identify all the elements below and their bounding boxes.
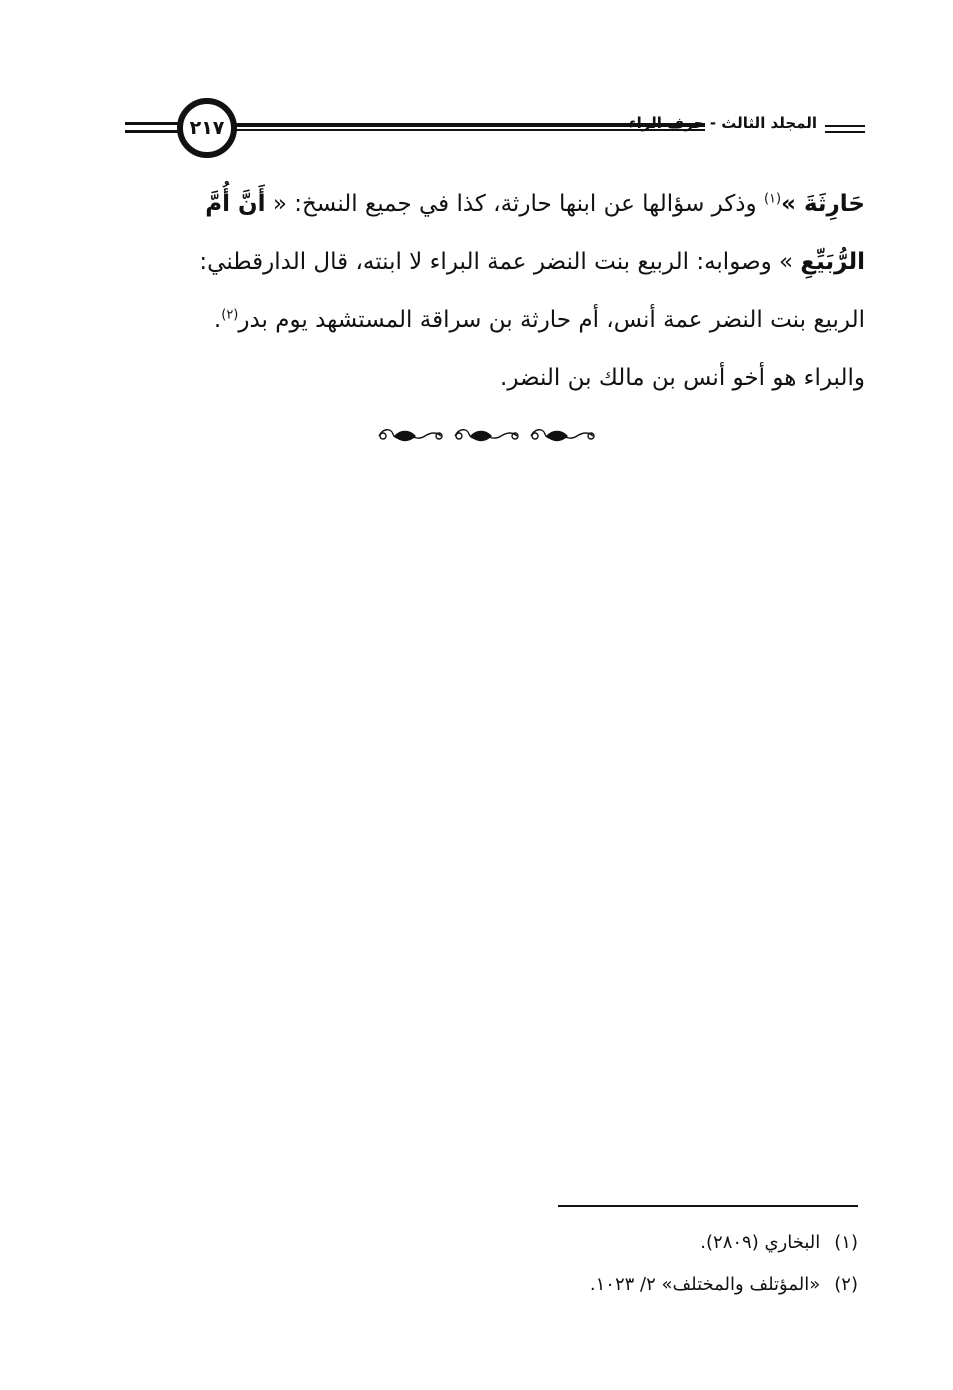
page-header: [125, 90, 865, 170]
body-line: [120, 291, 865, 349]
header-rule-right-bottom: [825, 131, 865, 133]
ornament-unit: [379, 430, 442, 441]
body-line: [120, 233, 865, 291]
footnotes: [590, 1222, 858, 1306]
footnote-separator: [558, 1205, 858, 1207]
body-text-run: وذكر سؤالها عن ابنها حارثة، كذا في جميع النسخ: «: [265, 191, 764, 217]
body-text: [120, 175, 865, 407]
body-text-run: الربيع بنت النضر عمة أنس، أم حارثة بن سراقة المستشهد يوم بدر: [238, 307, 865, 333]
footnote: [590, 1264, 858, 1306]
ornament-unit: [455, 430, 518, 441]
footnote: [590, 1222, 858, 1264]
body-text-run: والبراء هو أخو أنس بن مالك بن النضر.: [500, 365, 865, 391]
quoted-name: الرُّبَيِّعِ: [800, 249, 865, 275]
page-number: ٢١٧: [189, 117, 225, 139]
quoted-phrase: أَنَّ أُمَّ: [205, 191, 266, 217]
body-line: [120, 175, 865, 233]
ornament-unit: [531, 430, 594, 441]
section-ornament: [375, 424, 600, 448]
footnote-text: البخاري (٢٨٠٩).: [700, 1232, 821, 1253]
footnote-number: (٢): [834, 1274, 858, 1295]
body-text-run: » وصوابه: الربيع بنت النضر عمة البراء لا ابنته، قال الدارقطني:: [199, 249, 801, 275]
footnote-number: (١): [834, 1232, 858, 1253]
page-number-circle: [177, 98, 237, 158]
footnote-ref-2: (٢): [221, 307, 239, 323]
footnote-text: «المؤتلف والمختلف» ٢/ ١٠٢٣.: [589, 1274, 821, 1295]
quoted-name: حَارِثَةَ »: [781, 191, 865, 217]
body-text-run: .: [213, 307, 222, 333]
body-line: [120, 349, 865, 407]
running-title: المجلد الثالث - حرف الراء: [628, 114, 817, 132]
footnote-ref-1: (١): [763, 191, 782, 207]
header-rule-right-top: [825, 125, 865, 127]
